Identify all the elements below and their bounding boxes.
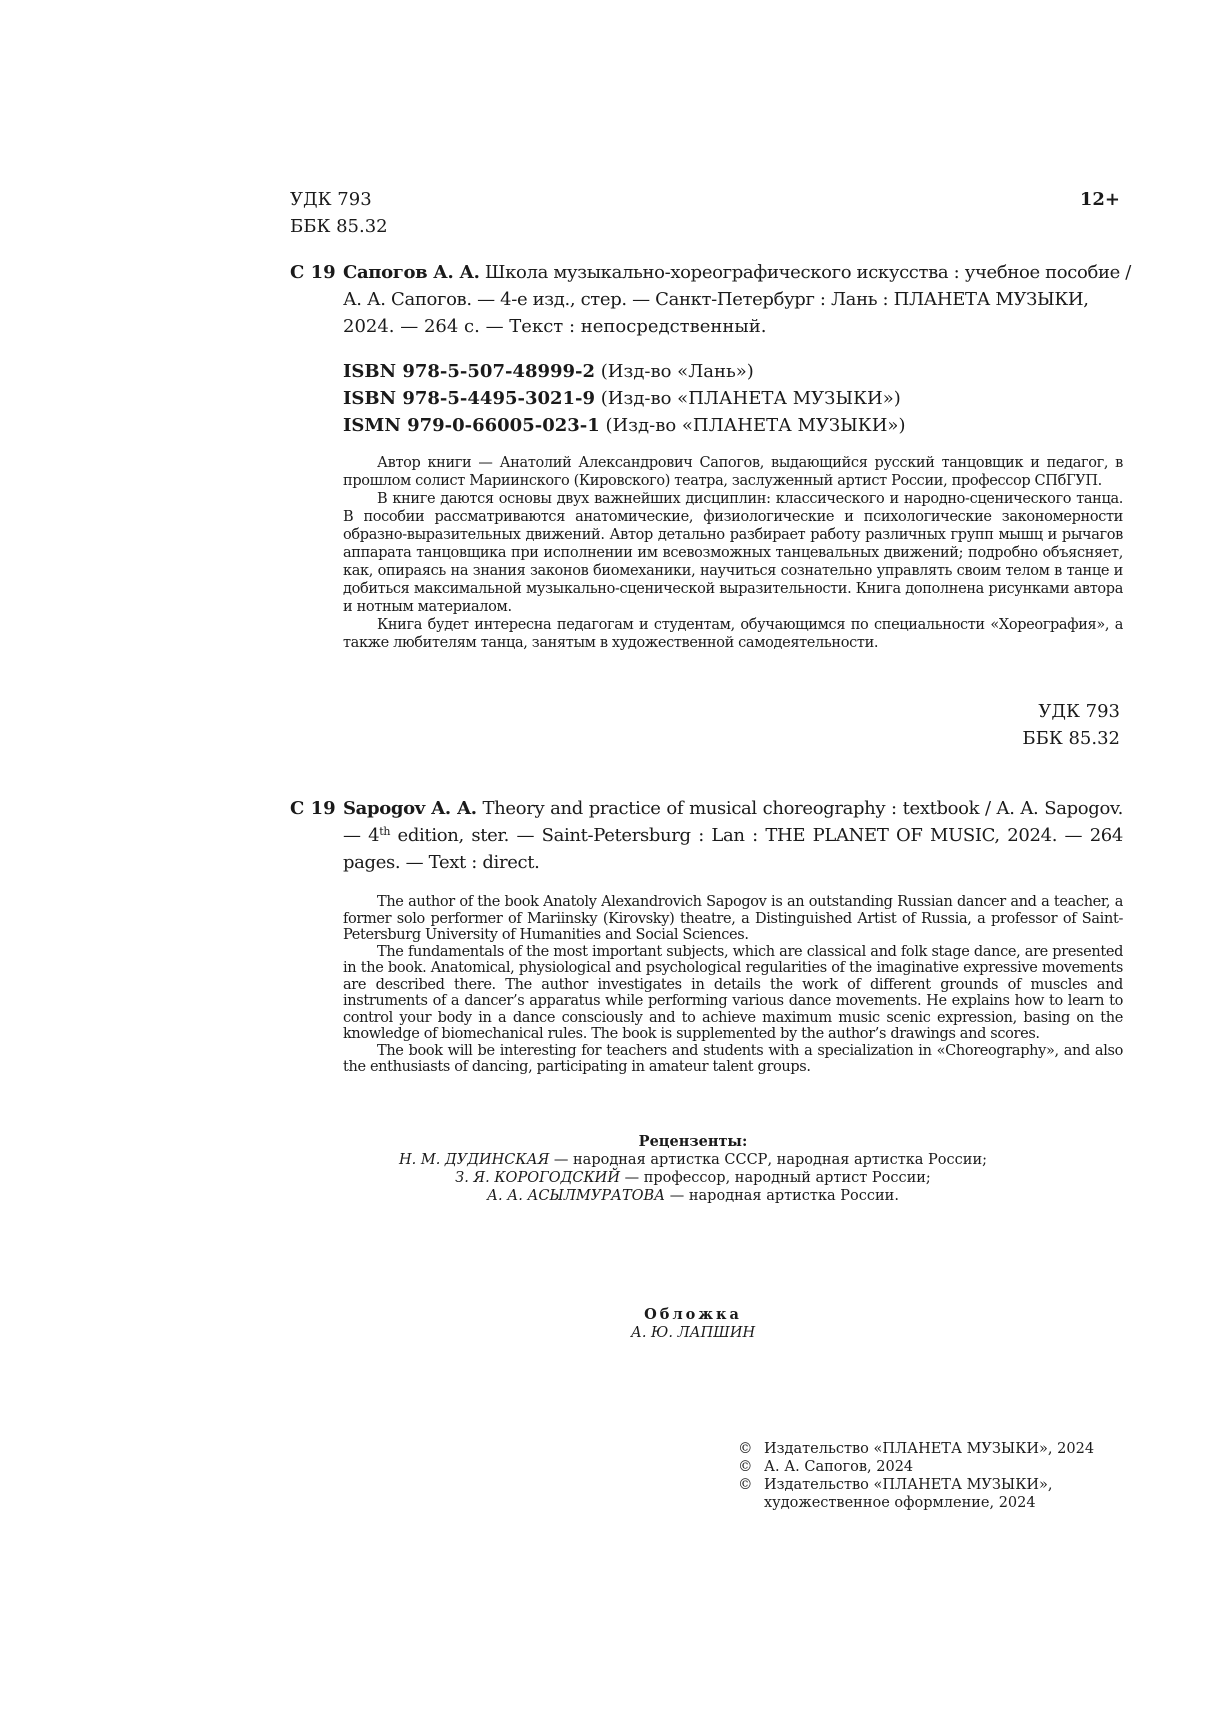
copyright-icon: ©	[738, 1441, 753, 1457]
top-classification	[290, 186, 388, 240]
isbn-number: ISBN 978-5-4495-3021-9	[343, 388, 596, 409]
ru-bbk: ББК 85.32	[1022, 728, 1120, 749]
ru-abstract-paragraph: В книге даются основы двух важнейших дисциплин: классического и народно-сценического танца. В пособии рассматриваются анатомические, физиологические и психологические закономерности образно-выразительных движений. Автор детально разбирает работу различных групп мышц и рычагов аппарата танцовщика при исполнении им всевозможных танцевальных движений; подробно объясняет, как, опираясь на знания законов биомеханики, научиться сознательно управлять своим телом в танце и добиться максимальной музыкально-сценической выразительности. Книга дополнена рисунками автора и нотным материалом.	[343, 491, 1123, 615]
ru-abstract-paragraph: Книга будет интересна педагогам и студентам, обучающимся по специальности «Хореография», а также любителям танца, занятым в художественной самодеятельности.	[343, 617, 1123, 651]
ismn-number: ISMN 979-0-66005-023-1	[343, 415, 600, 436]
ismn-publisher: (Изд-во «ПЛАНЕТА МУЗЫКИ»)	[599, 415, 906, 436]
reviewer-name: Н. М. ДУДИНСКАЯ	[399, 1152, 550, 1168]
isbn-number: ISBN 978-5-507-48999-2	[343, 361, 596, 382]
copyright-icon: ©	[738, 1477, 753, 1493]
en-title: Theory and practice of musical choreography : textbook / A. A. Sapogov. — 4	[343, 798, 1123, 846]
reviewer-name: З. Я. КОРОГОДСКИЙ	[455, 1170, 620, 1186]
copyright-line	[738, 1458, 1118, 1476]
ru-abstract	[343, 454, 1123, 652]
reviewer-item	[343, 1187, 1043, 1205]
reviewer-item	[343, 1151, 1043, 1169]
age-rating: 12+	[1079, 189, 1120, 210]
reviewer-item	[343, 1169, 1043, 1187]
en-edition: edition, ster. — Saint-Petersburg : Lan : THE PLANET OF MUSIC, 2024. — 264 pages. — Text : direct.	[343, 825, 1123, 873]
en-abstract-paragraph: The book will be interesting for teachers and students with a specialization in «Choreography», and also the enthusiasts of dancing, participating in amateur talent groups.	[343, 1042, 1123, 1075]
cover-designer: А. Ю. ЛАПШИН	[630, 1325, 756, 1341]
ru-record-line3: 2024. — 264 с. — Текст : непосредственный.	[343, 316, 767, 337]
isbn-publisher: (Изд-во «Лань»)	[595, 361, 754, 382]
cover-heading: Обложка	[644, 1306, 742, 1323]
copyright-line	[738, 1476, 1118, 1512]
reviewer-desc: — народная артистка СССР, народная артистка России;	[549, 1152, 987, 1168]
copyright-text: Издательство «ПЛАНЕТА МУЗЫКИ», 2024	[764, 1441, 1095, 1457]
en-abstract	[343, 894, 1123, 1076]
en-record	[343, 795, 1123, 876]
copyright-text: А. А. Сапогов, 2024	[764, 1459, 914, 1475]
top-udk: УДК 793	[290, 189, 372, 210]
ru-udk: УДК 793	[1038, 701, 1120, 722]
cover-credit	[543, 1305, 843, 1343]
isbn-line	[343, 385, 1123, 412]
ru-code: С 19	[290, 262, 336, 283]
en-code: С 19	[290, 798, 336, 819]
ru-title: Школа музыкально-хореографического искусства : учебное пособие /	[479, 262, 1132, 283]
copyright-line	[738, 1440, 1118, 1458]
reviewers	[343, 1133, 1043, 1205]
reviewer-name: А. А. АСЫЛМУРАТОВА	[487, 1188, 666, 1204]
ru-record-line2: А. А. Сапогов. — 4-е изд., стер. — Санкт-Петербург : Лань : ПЛАНЕТА МУЗЫКИ,	[343, 289, 1089, 310]
ismn-line	[343, 412, 1123, 439]
isbn-line	[343, 358, 1123, 385]
en-abstract-paragraph: The fundamentals of the most important subjects, which are classical and folk stage dance, are presented in the book. Anatomical, physiological and psychological regularities of the imaginative expressive movements are described there. The author investigates in details the work of different grounds of muscles and instruments of a dancer’s apparatus while performing various dance movements. He explains how to learn to control your body in a dance consciously and to achieve maximum music scenic expression, basing on the knowledge of biomechanical rules. The book is supplemented by the author’s drawings and scores.	[343, 943, 1123, 1042]
reviewer-desc: — профессор, народный артист России;	[619, 1170, 931, 1186]
copyright-text: Издательство «ПЛАНЕТА МУЗЫКИ», художественное оформление, 2024	[764, 1477, 1053, 1511]
ru-classification	[900, 698, 1120, 752]
top-bbk: ББК 85.32	[290, 216, 388, 237]
en-abstract-paragraph: The author of the book Anatoly Alexandrovich Sapogov is an outstanding Russian dancer and a teacher, a former solo performer of Mariinsky (Kirovsky) theatre, a Distinguished Artist of Russia, a professor of Saint-Petersburg University of Humanities and Social Sciences.	[343, 894, 1123, 943]
ru-abstract-paragraph: Автор книги — Анатолий Александрович Сапогов, выдающийся русский танцовщик и педагог, в прошлом солист Мариинского (Кировского) театра, заслуженный артист России, профессор СПбГУП.	[343, 455, 1123, 489]
isbn-block	[343, 358, 1123, 439]
copyright-block	[738, 1440, 1118, 1512]
copyright-icon: ©	[738, 1459, 753, 1475]
reviewer-desc: — народная артистка России.	[665, 1188, 899, 1204]
ru-record	[343, 259, 1132, 340]
en-edition-sup: th	[379, 825, 391, 838]
en-author: Sapogov A. A.	[343, 798, 477, 819]
isbn-publisher: (Изд-во «ПЛАНЕТА МУЗЫКИ»)	[595, 388, 901, 409]
ru-author: Сапогов А. А.	[343, 262, 480, 283]
reviewers-heading: Рецензенты:	[638, 1133, 748, 1150]
